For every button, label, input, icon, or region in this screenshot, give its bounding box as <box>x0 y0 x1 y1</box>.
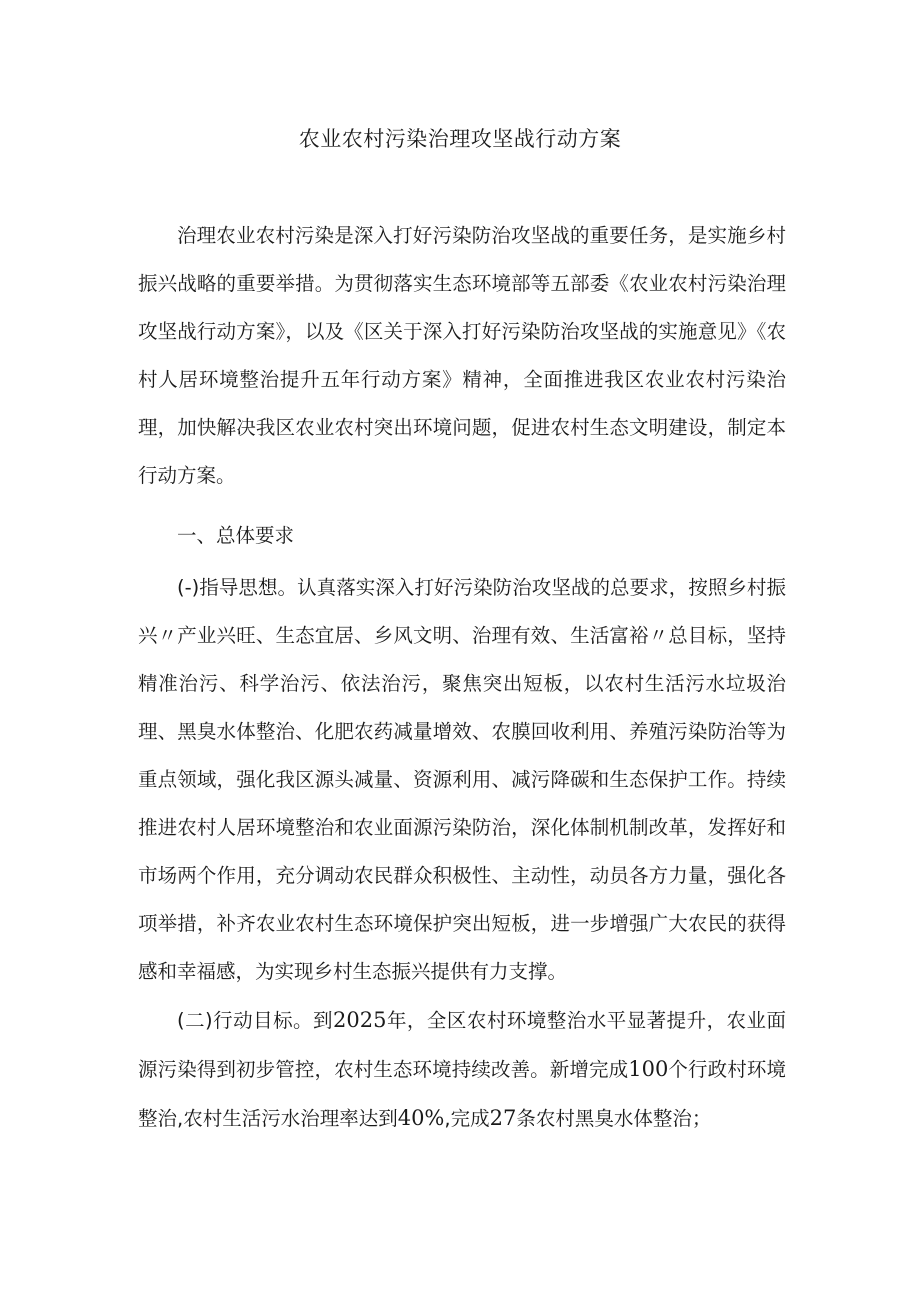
target-text-2: 年，全区农村环境整治水平显著提升，农业面源污染得到初步管控，农村生态环境持续改善。新增完成 <box>138 1009 786 1081</box>
action-target-paragraph <box>138 996 786 1143</box>
target-text-3: 个行政村环境整治,农村生活污水治理率达到 <box>138 1058 786 1130</box>
target-year: 2025 <box>333 1008 387 1032</box>
target-water-body-count: 27 <box>489 1106 517 1130</box>
guiding-ideology-paragraph: (-)指导思想。认真落实深入打好污染防治攻坚战的总要求，按照乡村振兴〃产业兴旺、生态宜居、乡风文明、治理有效、生活富裕〃总目标，坚持精准治污、科学治污、依法治污，聚焦突出短板，以农村生活污水垃圾治理、黑臭水体整治、化肥农药减量增效、农膜回收利用、养殖污染防治等为重点领域，强化我区源头减量、资源利用、减污降碳和生态保护工作。持续推进农村人居环境整治和农业面源污染防治，深化体制机制改革，发挥好和市场两个作用，充分调动农民群众积极性、主动性，动员各方力量，强化各项举措，补齐农业农村生态环境保护突出短板，进一步增强广大农民的获得感和幸福感，为实现乡村生态振兴提供有力支撑。 <box>138 576 786 983</box>
document-title: 农业农村污染治理攻坚战行动方案 <box>298 127 622 151</box>
target-sewage-rate: 40% <box>397 1106 445 1130</box>
target-text-5: 条农村黑臭水体整治； <box>516 1107 712 1130</box>
section-heading-general-requirements: 一、总体要求 <box>177 524 295 547</box>
intro-paragraph: 治理农业农村污染是深入打好污染防治攻坚战的重要任务，是实施乡村振兴战略的重要举措。为贯彻落实生态环境部等五部委《农业农村污染治理攻坚战行动方案》，以及《区关于深入打好污染防治攻坚战的实施意见》《农村人居环境整治提升五年行动方案》精神，全面推进我区农业农村污染治理，加快解决我区农业农村突出环境问题，促进农村生态文明建设，制定本行动方案。 <box>138 224 786 487</box>
target-text-4: ,完成 <box>444 1107 490 1130</box>
target-village-count: 100 <box>628 1057 669 1081</box>
target-text-1: (二)行动目标。到 <box>177 1009 334 1032</box>
